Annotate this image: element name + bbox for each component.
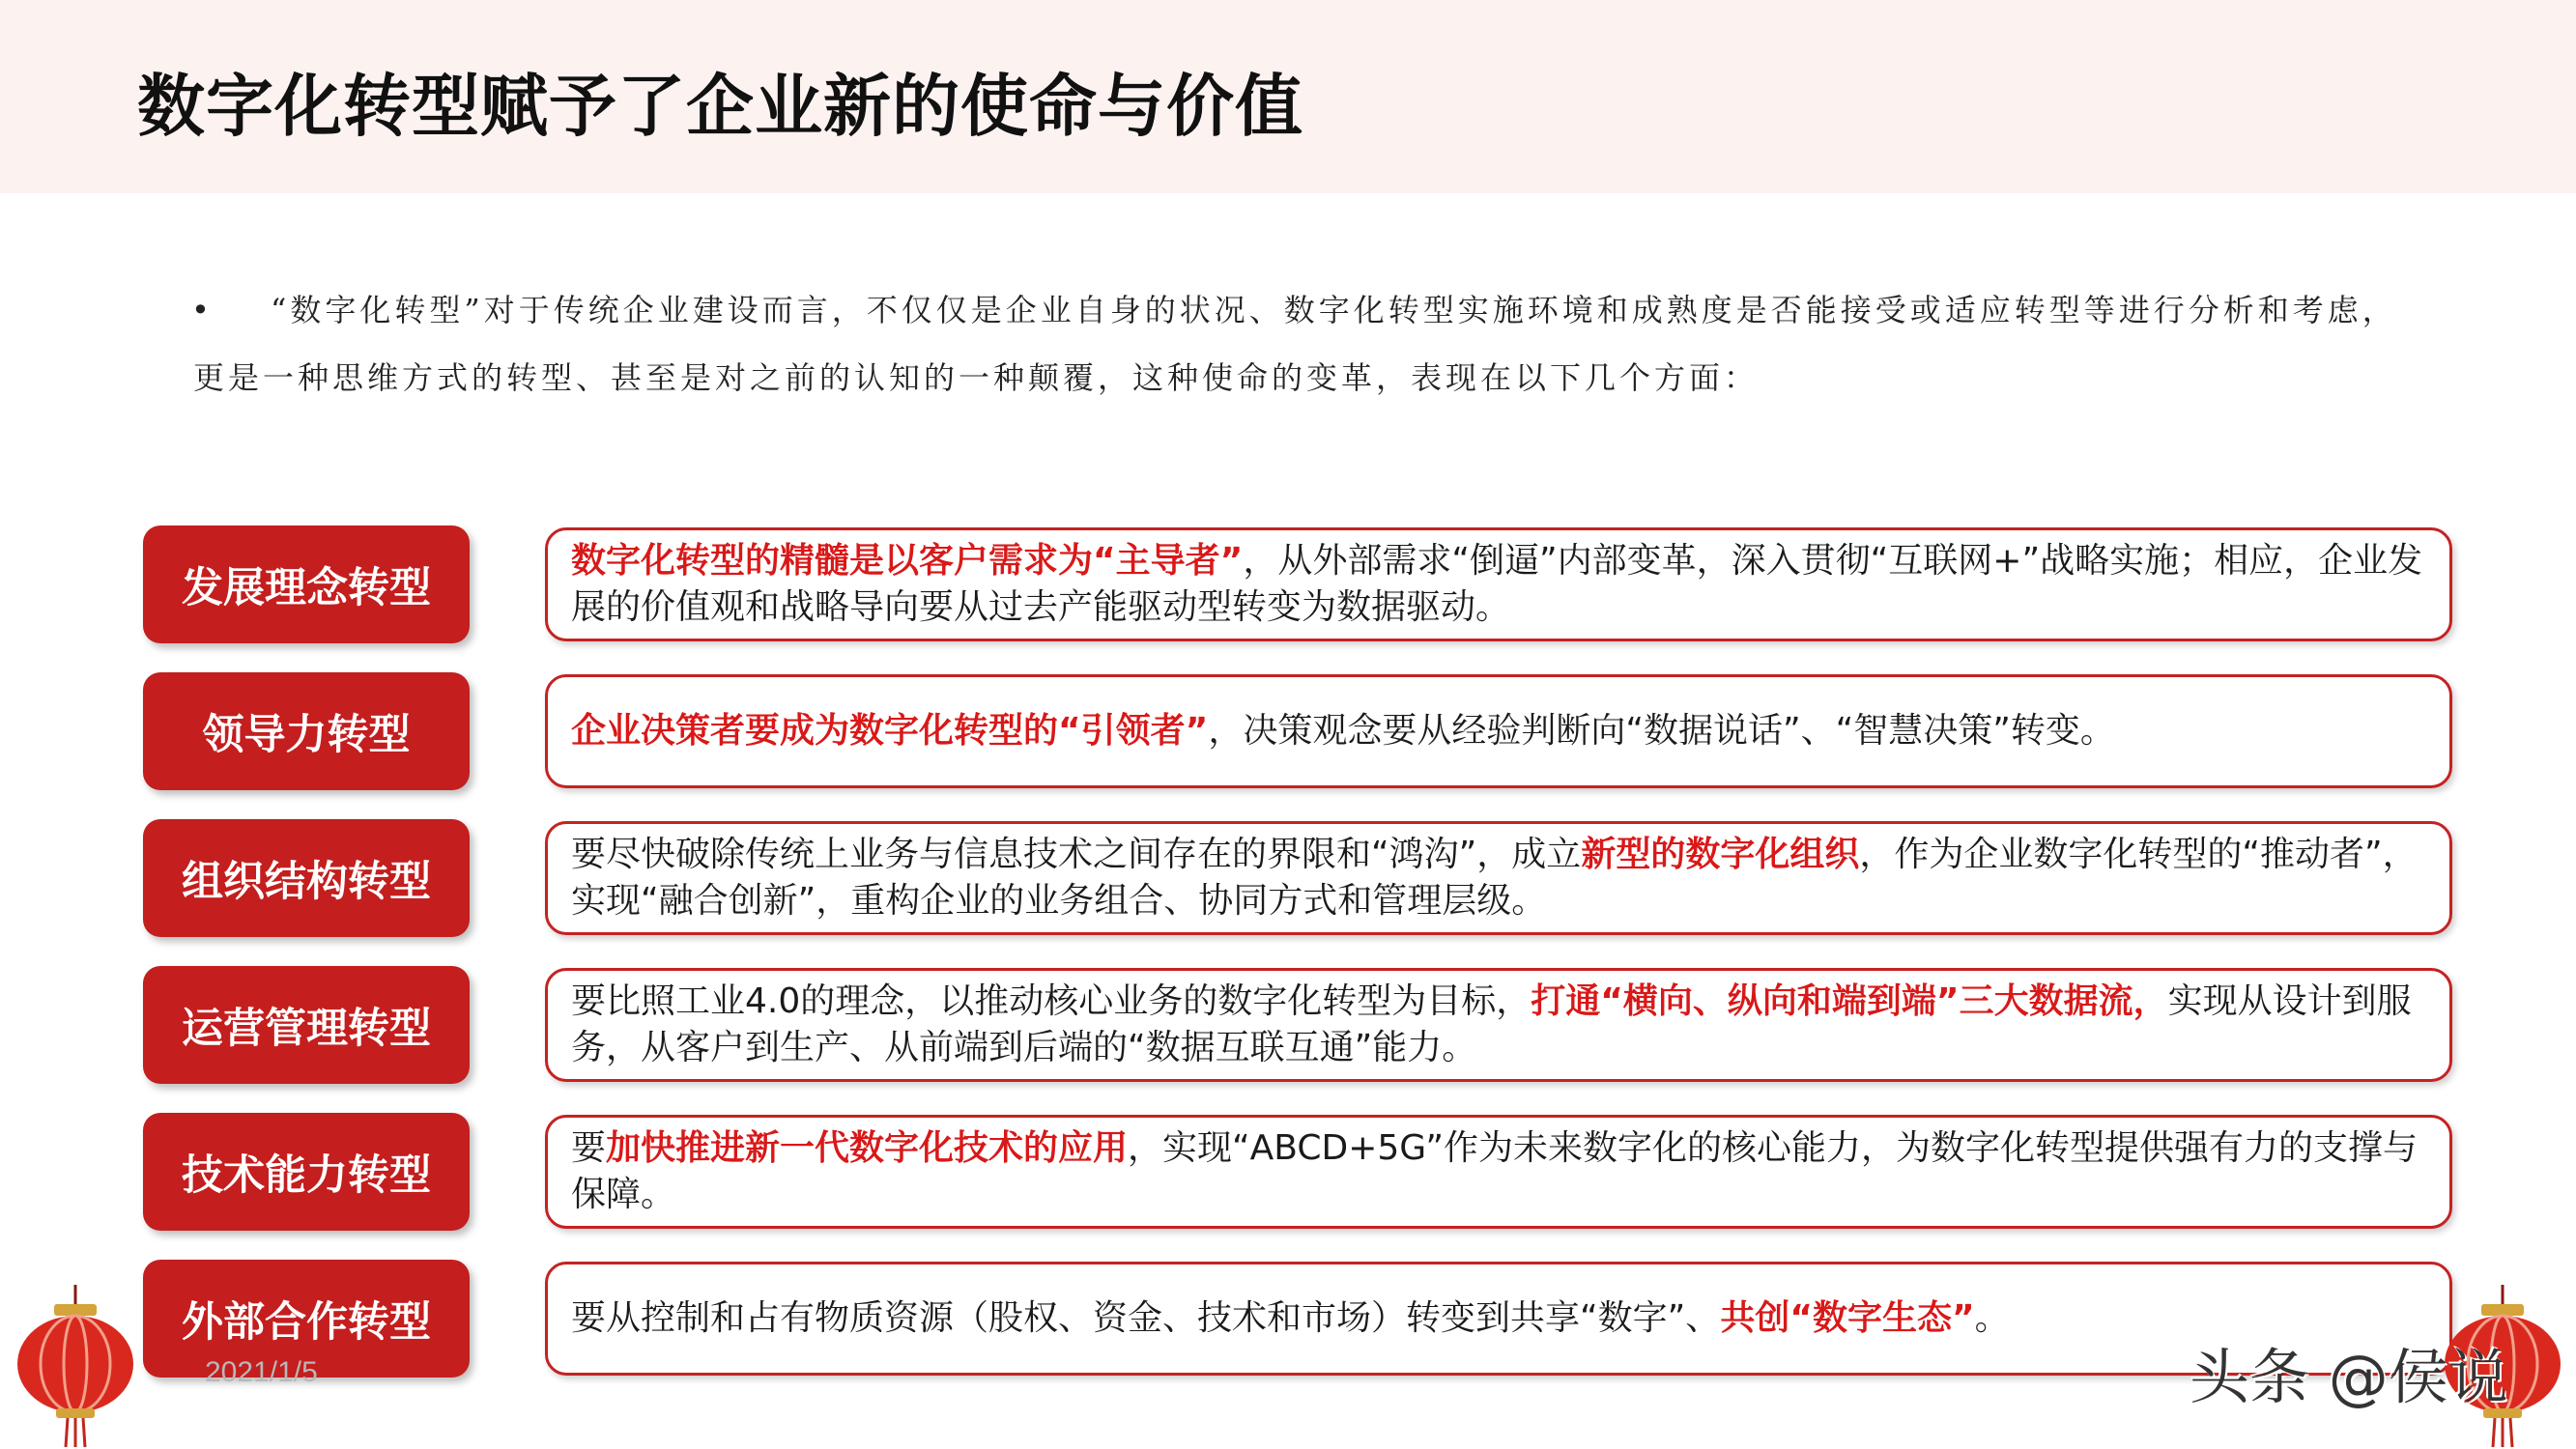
highlight-text: 数字化转型的精髓是以客户需求为“主导者” [571,541,1244,581]
row-description-box [545,821,2452,935]
body-text: 要比照工业4.0的理念，以推动核心业务的数字化转型为目标， [571,981,1531,1021]
lantern-left-icon [8,1285,143,1449]
body-text: ，决策观念要从经验判断向“数据说话”、“智慧决策”转变。 [1208,711,2115,751]
body-text: 实现从设计到服务，从客户到生产、从前端到后端的“数据互联互通”能力。 [571,981,2412,1067]
highlight-text: 新型的数字化组织 [1581,835,1860,874]
row-description-box [545,674,2452,788]
highlight-text: 打通“横向、纵向和端到端”三大数据流， [1531,981,2168,1021]
body-text: 要尽快破除传统上业务与信息技术之间存在的界限和“鸿沟”，成立 [571,835,1582,874]
body-text: 要从控制和占有物质资源（股权、资金、技术和市场）转变到共享“数字”、 [571,1298,1721,1338]
body-text: ，实现“ABCD+5G”作为未来数字化的核心能力，为数字化转型提供强有力的支撑与保障。 [571,1128,2419,1214]
intro-text: “数字化转型”对于传统企业建设而言，不仅仅是企业自身的状况、数字化转型实施环境和成熟度是否能接受或适应转型等进行分析和考虑，更是一种思维方式的转型、甚至是对之前的认知的一种颠覆，这种使命的变革，表现在以下几个方面： [193,292,2397,396]
row-label: 运营管理转型 [143,966,470,1084]
row-label: 组织结构转型 [143,819,470,937]
row-description-box [545,527,2452,641]
highlight-text: 加快推进新一代数字化技术的应用 [606,1128,1129,1168]
row-description-text [571,979,2426,1071]
row-label: 领导力转型 [143,672,470,790]
row-description-box [545,1115,2452,1229]
body-text: 。 [1974,1298,2010,1338]
body-text: ，从外部需求“倒逼”内部变革，深入贯彻“互联网+”战略实施；相应，企业发展的价值观和战略导向要从过去产能驱动型转变为数据驱动。 [571,541,2423,627]
row-label: 技术能力转型 [143,1113,470,1231]
row-description-text [571,1125,2426,1218]
row-label: 外部合作转型 [143,1260,470,1378]
page-title: 数字化转型赋予了企业新的使命与价值 [137,67,1303,146]
row-description-text [571,832,2426,924]
intro-paragraph [193,276,2416,412]
row-description-text [571,1295,2010,1342]
row-description-box [545,1262,2452,1376]
row-description-text [571,538,2426,631]
row-description-text [571,708,2115,754]
row-description-box [545,968,2452,1082]
slide-date: 2021/1/5 [205,1356,318,1388]
intro-bullet: • [191,292,210,328]
body-text: 要 [571,1128,607,1168]
body-text: ，作为企业数字化转型的“推动者”，实现“融合创新”，重构企业的业务组合、协同方式和管理层级。 [571,835,2418,921]
highlight-text: 企业决策者要成为数字化转型的“引领者” [571,711,1209,751]
highlight-text: 共创“数字生态” [1720,1298,1975,1338]
row-label: 发展理念转型 [143,526,470,643]
watermark: 头条 @侯说 [2190,1342,2508,1412]
